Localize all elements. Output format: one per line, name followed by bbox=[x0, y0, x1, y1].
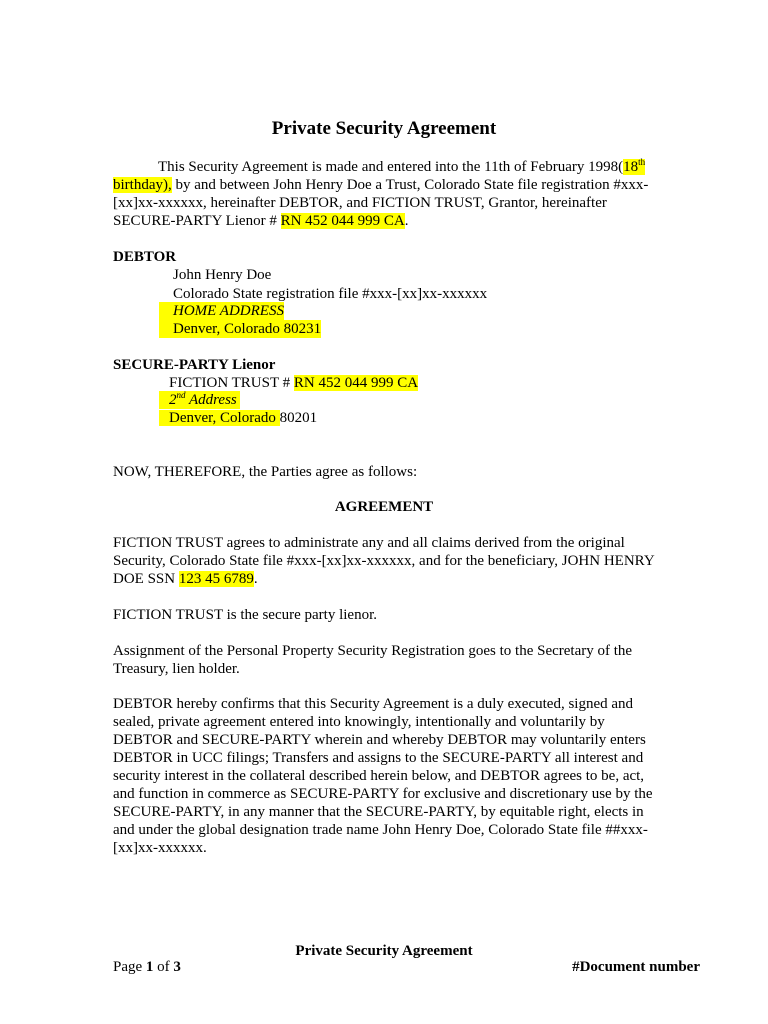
birthday-highlight-word: birthday), bbox=[113, 177, 172, 193]
debtor-file: Colorado State registration file #xxx-[xx]xx-xxxxxx bbox=[173, 286, 488, 302]
debtor-name: John Henry Doe bbox=[173, 267, 272, 283]
footer-page-number: Page 1 of 3 bbox=[113, 959, 181, 975]
secured-rn-highlight: RN 452 044 999 CA bbox=[293, 375, 419, 391]
document-title: Private Security Agreement bbox=[271, 118, 497, 139]
agreement-heading: AGREEMENT bbox=[334, 499, 434, 515]
debtor-address: HOME ADDRESS bbox=[159, 302, 284, 320]
footer-document-number: #Document number bbox=[572, 959, 700, 975]
now-therefore: NOW, THEREFORE, the Parties agree as follows: bbox=[113, 464, 418, 480]
paragraph-secure-party: FICTION TRUST is the secure party lienor. bbox=[113, 607, 377, 623]
intro-paragraph: This Security Agreement is made and entered into the 11th of February 1998(18th birthday), by and between John Henry Doe a Trust, Colorado State file registration #xxx-[xx]xx-xxxxxx, hereinafter DEBTOR, and FICTION TRUST, Grantor, hereinafter SECURE-PARTY Lienor # RN 452 044 999 CA. bbox=[113, 157, 649, 229]
debtor-heading: DEBTOR bbox=[113, 249, 177, 265]
secured-party-city: Denver, Colorado 80201 bbox=[159, 409, 317, 427]
secured-party-address: 2nd Address bbox=[159, 391, 240, 409]
rn-number-highlight: RN 452 044 999 CA bbox=[280, 213, 405, 229]
debtor-city: Denver, Colorado 80231 bbox=[159, 320, 321, 338]
birthday-highlight: 18th bbox=[623, 157, 646, 175]
footer-title: Private Security Agreement bbox=[295, 943, 473, 959]
paragraph-assignment: Assignment of the Personal Property Security Registration goes to the Secretary of the Treasury, lien holder. bbox=[113, 643, 633, 677]
secured-party-trust: FICTION TRUST # RN 452 044 999 CA bbox=[169, 375, 419, 391]
secured-party-heading: SECURE-PARTY Lienor bbox=[113, 357, 276, 373]
paragraph-administrate: FICTION TRUST agrees to administrate any and all claims derived from the original Security, Colorado State file #xxx-[xx]xx-xxxxxx, and for the beneficiary, JOHN HENRY DOE SSN 123 45 6789. bbox=[113, 535, 655, 587]
paragraph-debtor-confirms: DEBTOR hereby confirms that this Security Agreement is a duly executed, signed and sealed, private agreement entered into knowingly, intentionally and voluntarily by DEBTOR and SECURE-PARTY wherein and whereby DEBTOR may voluntarily enters DEBTOR in UCC filings; Transfers and assigns to the SECURE-PARTY all interest and security interest in the collateral described herein below, and DEBTOR agrees to be, act, and function in commerce as SECURE-PARTY for exclusive and discretionary use by the SECURE-PARTY, in any manner that the SECURE-PARTY, by equitable right, elects in and under the global designation trade name John Henry Doe, Colorado State file ##xxx-[xx]xx-xxxxxx. bbox=[113, 696, 653, 856]
ssn-highlight: 123 45 6789 bbox=[178, 571, 254, 587]
